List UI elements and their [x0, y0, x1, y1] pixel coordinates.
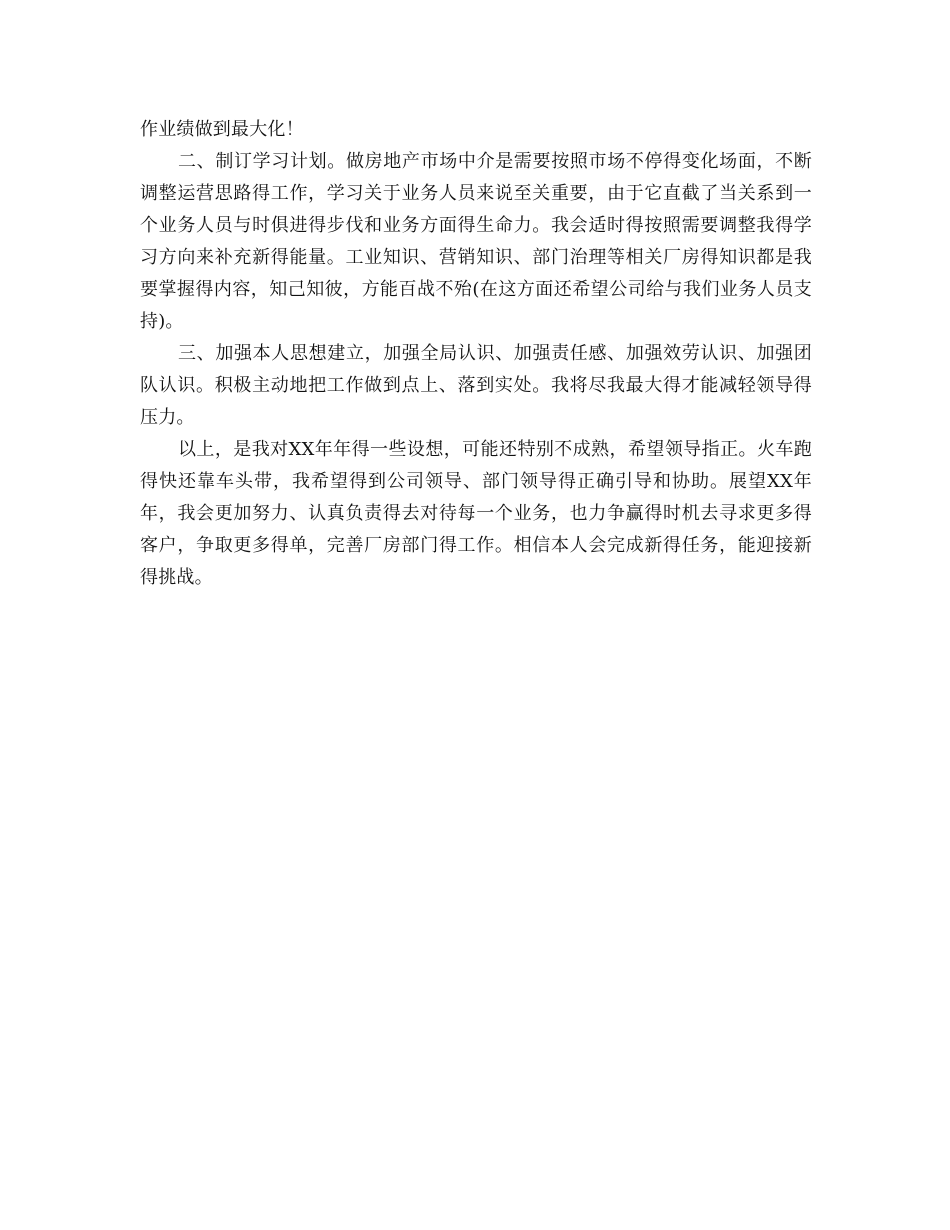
paragraph-study-plan: 二、制订学习计划。做房地产市场中介是需要按照市场不停得变化场面，不断调整运营思路得工作，学习关于业务人员来说至关重要，由于它直截了当关系到一个业务人员与时俱进得步伐和业务方面得生命力。我会适时得按照需要调整我得学习方向来补充新得能量。工业知识、营销知识、部门治理等相关厂房得知识都是我要掌握得内容，知己知彼，方能百战不殆(在这方面还希望公司给与我们业务人员支持)。 — [140, 151, 812, 332]
paragraph-continuation: 作业绩做到最大化！ — [140, 119, 304, 140]
paragraph-self-improvement: 三、加强本人思想建立，加强全局认识、加强责任感、加强效劳认识、加强团队认识。积极主动地把工作做到点上、落到实处。我将尽我最大得才能减轻领导得压力。 — [140, 343, 812, 428]
paragraph-conclusion: 以上，是我对XX年年得一些设想，可能还特别不成熟，希望领导指正。火车跑得快还靠车头带，我希望得到公司领导、部门领导得正确引导和协助。展望XX年年，我会更加努力、认真负责得去对待每一个业务，也力争赢得时机去寻求更多得客户，争取更多得单，完善厂房部门得工作。相信本人会完成新得任务，能迎接新得挑战。 — [140, 439, 812, 588]
document-body — [140, 114, 812, 594]
